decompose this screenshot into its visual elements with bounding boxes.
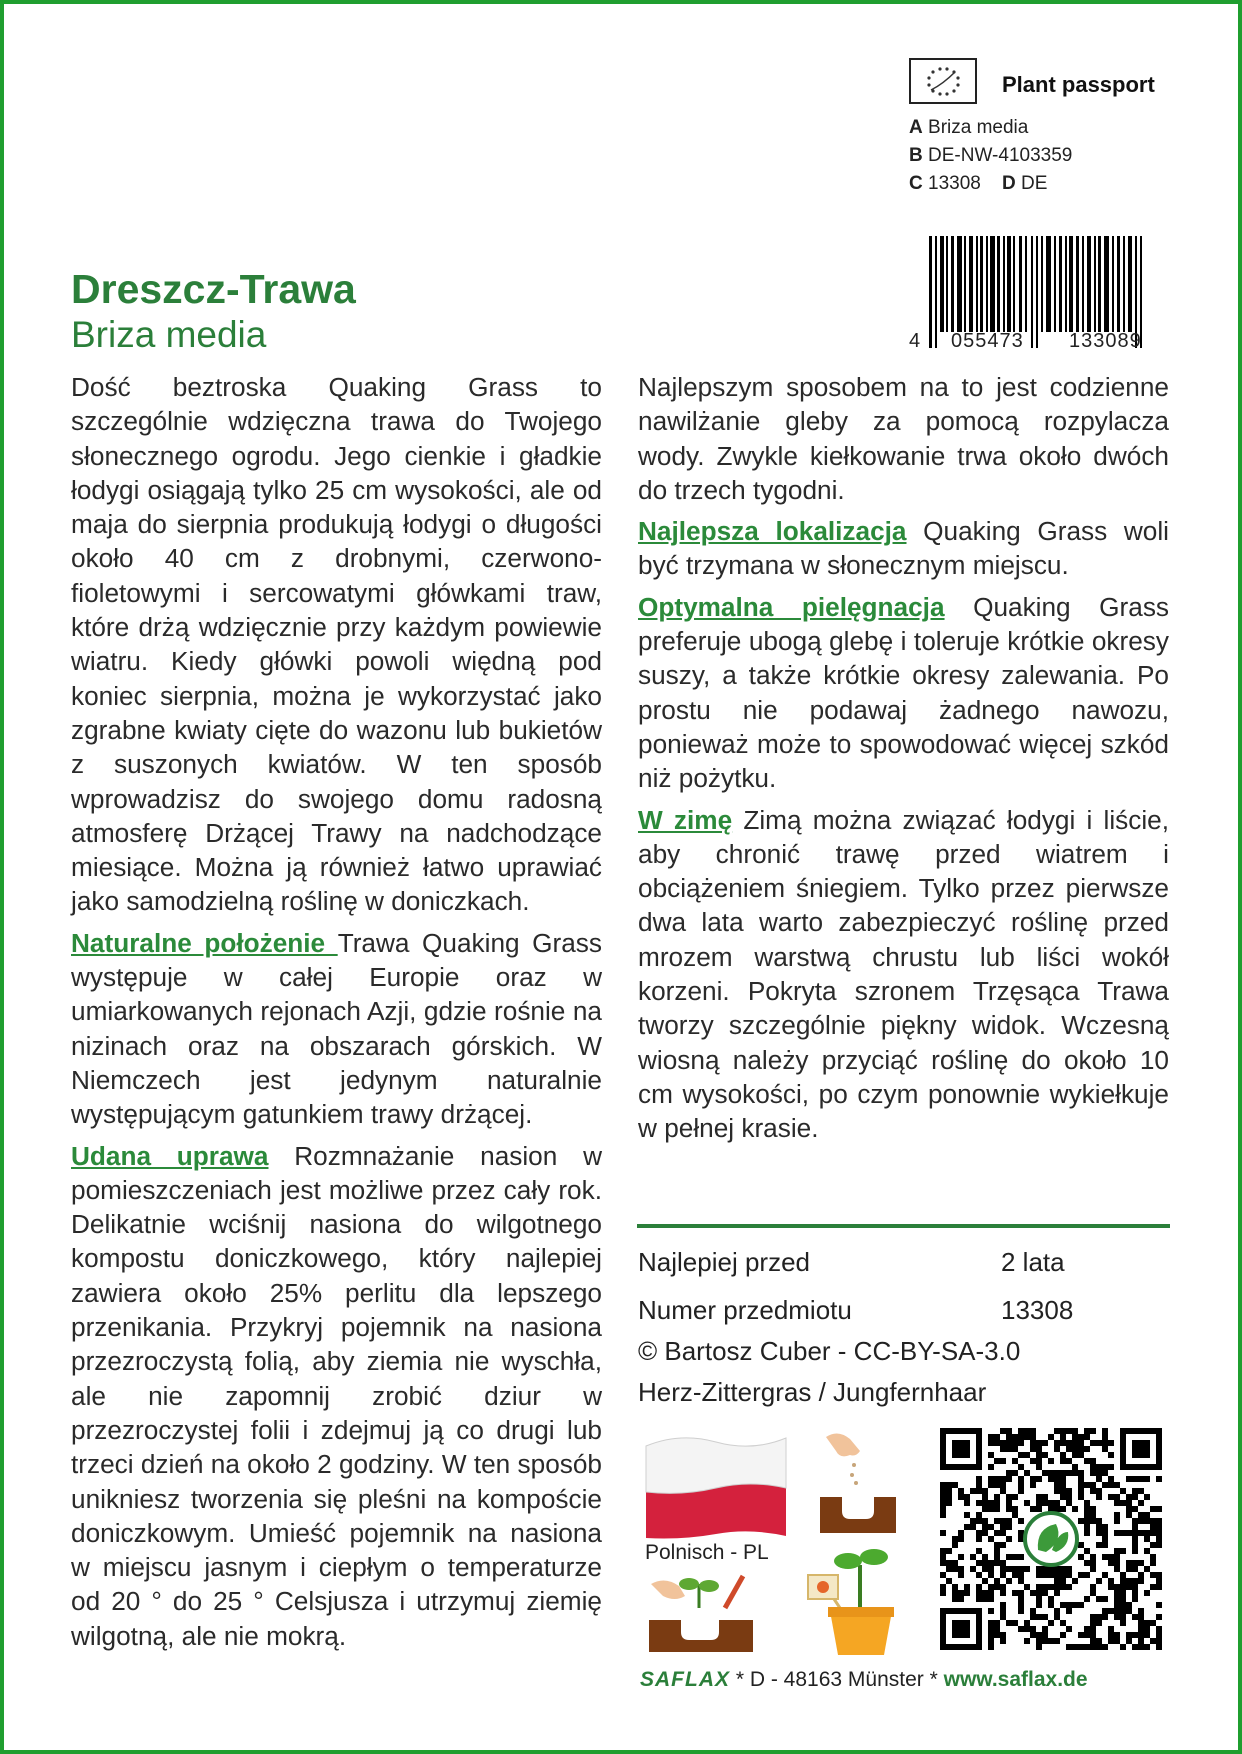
transplant-icon bbox=[645, 1568, 757, 1654]
language-label: Polnisch - PL bbox=[645, 1541, 769, 1564]
barcode-group-2: 133089 bbox=[1069, 330, 1142, 352]
brand-logo: SAFLAX bbox=[640, 1668, 730, 1691]
passport-line-b: B DE-NW-4103359 bbox=[909, 145, 1073, 166]
passport-line-cd: C 13308 D DE bbox=[909, 173, 1048, 194]
divider-line bbox=[637, 1224, 1170, 1228]
left-column bbox=[71, 370, 602, 1660]
best-before-value: 2 lata bbox=[1001, 1247, 1065, 1277]
barcode bbox=[907, 236, 1171, 352]
german-names: Herz-Zittergras / Jungfernhaar bbox=[638, 1377, 987, 1407]
item-number-label: Numer przedmiotu bbox=[638, 1295, 852, 1325]
winter-paragraph: W zimę Zimą można związać łodygi i liście, aby chronić trawę przed wiatrem i obciążeniem śniegiem. Tylko przez pierwsze dwa lata warto zabezpieczyć roślinę przed mrozem warstwą chrustu lub liści wokół korzeni. Pokryta szronem Trzęsąca Trawa tworzy szczególnie piękny widok. Wczesną wiosną należy przyciąć roślinę do około 10 cm wysokości, po czym ponownie wykiełkuje w pełnej krasie. bbox=[638, 804, 1169, 1144]
item-number-value: 13308 bbox=[1001, 1295, 1074, 1325]
barcode-digit-1: 4 bbox=[909, 330, 921, 352]
growing-paragraph: Udana uprawa Rozmnażanie nasion w pomieszczeniach jest możliwe przez cały rok. Delikatnie wciśnij nasiona do wilgotnego kompostu doniczkowego, który najlepiej zawiera około 25% perlitu dla lepszego przenikania. Przykryj pojemnik na nasiona przezroczystą folią, aby ziemia nie wyschła, ale nie zapomnij zrobić dziur w przezroczystej folii i zdejmuj ją co drugi lub trzeci dzień na około 2 godziny. W ten sposób unikniesz tworzenia się pleśni na kompoście doniczkowym. Umieść pojemnik na nasiona w miejscu jasnym i ciepłym o temperaturze od 20 ° do 25 ° Celsjusza i utrzymuj ziemię wilgotną, ale nie mokrą. bbox=[71, 1140, 602, 1651]
polish-flag-icon bbox=[640, 1428, 792, 1540]
intro-paragraph: Dość beztroska Quaking Grass to szczególnie wdzięczna trawa do Twojego słonecznego ogrodu. Jego cienkie i gładkie łodygi osiągają tylko 25 cm wysokości, ale od maja do sierpnia produkują łodygi o długości około 40 cm z drobnymi, czerwono-fioletowymi i sercowatymi główkami traw, które drżą wdzięcznie przy każdym powiewie wiatru. Kiedy główki powoli więdną pod koniec sierpnia, można je wykorzystać jako zgrabne kwiaty cięte do wazonu lub bukietów z suszonych kwiatów. W ten sposób wprowadzisz do swojego domu radosną atmosferę Drżącej Trawy na nadchodzące miesiące. Można ją również łatwo uprawiać jako samodzielną roślinę w doniczkach. bbox=[71, 372, 602, 917]
natural-paragraph: Naturalne położenie Trawa Quaking Grass występuje w całej Europie oraz w umiarkowanych rejonach Azji, gdzie rośnie na nizinach oraz na obszarach górskich. W Niemczech jest jedynym naturalnie występującym gatunkiem trawy drżącej. bbox=[71, 927, 602, 1130]
right-column bbox=[638, 370, 1169, 1153]
plant-name-polish: Dreszcz-Trawa bbox=[71, 266, 356, 312]
copyright-text: © Bartosz Cuber - CC-BY-SA-3.0 bbox=[638, 1336, 1021, 1366]
eu-leaf-icon bbox=[909, 58, 977, 104]
right-intro-paragraph: Najlepszym sposobem na to jest codzienne nawilżanie gleby za pomocą rozpylacza wody. Zwykle kiełkowanie trwa około dwóch do trzech tygodni. bbox=[638, 372, 1169, 505]
location-paragraph: Najlepsza lokalizacja Quaking Grass woli być trzymana w słonecznym miejscu. bbox=[638, 516, 1169, 581]
address-text: * D - 48163 Münster * bbox=[730, 1668, 944, 1691]
sowing-icon bbox=[816, 1425, 900, 1537]
natural-heading: Naturalne położenie bbox=[71, 927, 338, 958]
plant-name-latin: Briza media bbox=[71, 314, 267, 355]
passport-title: Plant passport bbox=[1002, 72, 1155, 97]
winter-heading: W zimę bbox=[638, 804, 733, 835]
growing-heading: Udana uprawa bbox=[71, 1140, 269, 1171]
footer bbox=[640, 1668, 1088, 1692]
passport-line-a: A Briza media bbox=[909, 117, 1029, 138]
website-link[interactable]: www.saflax.de bbox=[943, 1668, 1088, 1691]
potted-plant-icon bbox=[800, 1545, 910, 1657]
care-paragraph: Optymalna pielęgnacja Quaking Grass preferuje ubogą glebę i toleruje krótkie okresy suszy, a także krótkie okresy zalewania. Po prostu nie podawaj żadnego nawozu, ponieważ może to spowodować więcej szkód niż pożytku. bbox=[638, 591, 1170, 794]
qr-code bbox=[940, 1428, 1162, 1650]
care-heading: Optymalna pielęgnacja bbox=[638, 591, 945, 622]
best-before-label: Najlepiej przed bbox=[638, 1247, 810, 1277]
barcode-group-1: 055473 bbox=[951, 330, 1024, 352]
location-heading: Najlepsza lokalizacja bbox=[638, 516, 907, 547]
